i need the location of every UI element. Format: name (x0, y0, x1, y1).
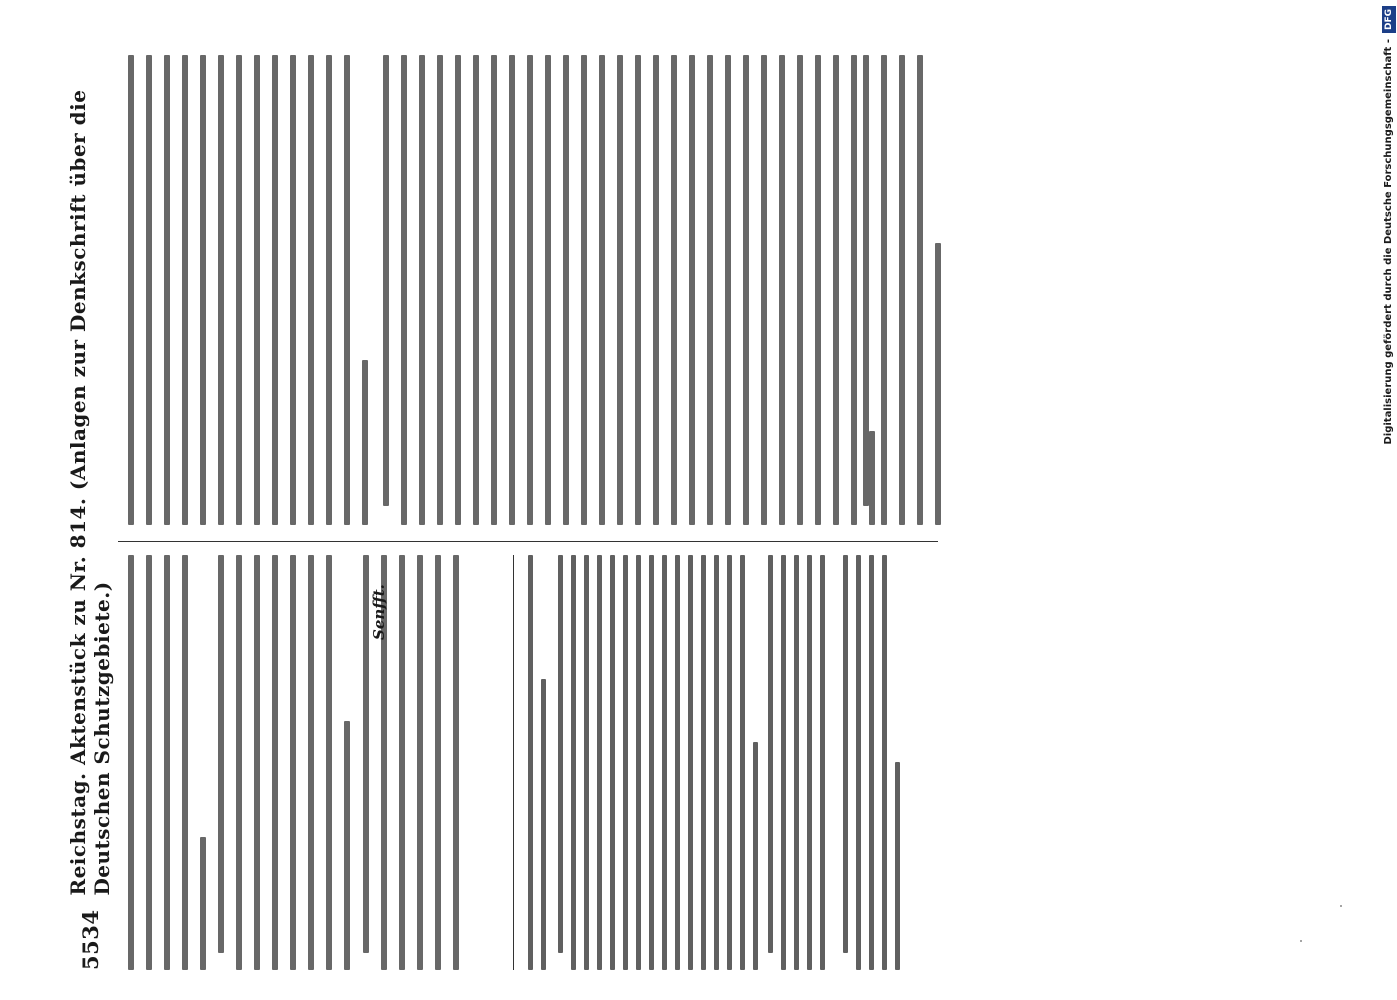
paragraph (863, 55, 953, 525)
column-divider (118, 541, 938, 542)
rotated-page (66, 50, 950, 970)
scan-speck (1340, 905, 1342, 907)
stamp-text: Digitalisierung gefördert durch die Deutsche Forschungsgemeinschaft - (1383, 39, 1394, 445)
paragraph (128, 55, 380, 525)
left-column (118, 555, 938, 970)
dfg-badge: DFG (1382, 6, 1396, 33)
paragraph (528, 555, 554, 970)
paragraph (558, 555, 766, 970)
paragraph (843, 555, 908, 970)
page-content (66, 50, 950, 970)
right-column (118, 55, 938, 525)
digitization-stamp (1382, 6, 1396, 994)
running-header (66, 50, 114, 970)
signature: Senfft. (370, 584, 388, 640)
paragraph (128, 555, 218, 970)
page-number: 5534 (77, 909, 103, 970)
running-title: Reichstag. Aktenstück zu Nr. 814. (Anlagen zur Denkschrift über die Deutschen Schutzgebiete.) (66, 89, 114, 896)
paragraph (383, 55, 887, 525)
scan-speck (1300, 940, 1302, 942)
paragraph (768, 555, 833, 970)
paragraph (218, 555, 362, 970)
section-divider (513, 555, 514, 970)
